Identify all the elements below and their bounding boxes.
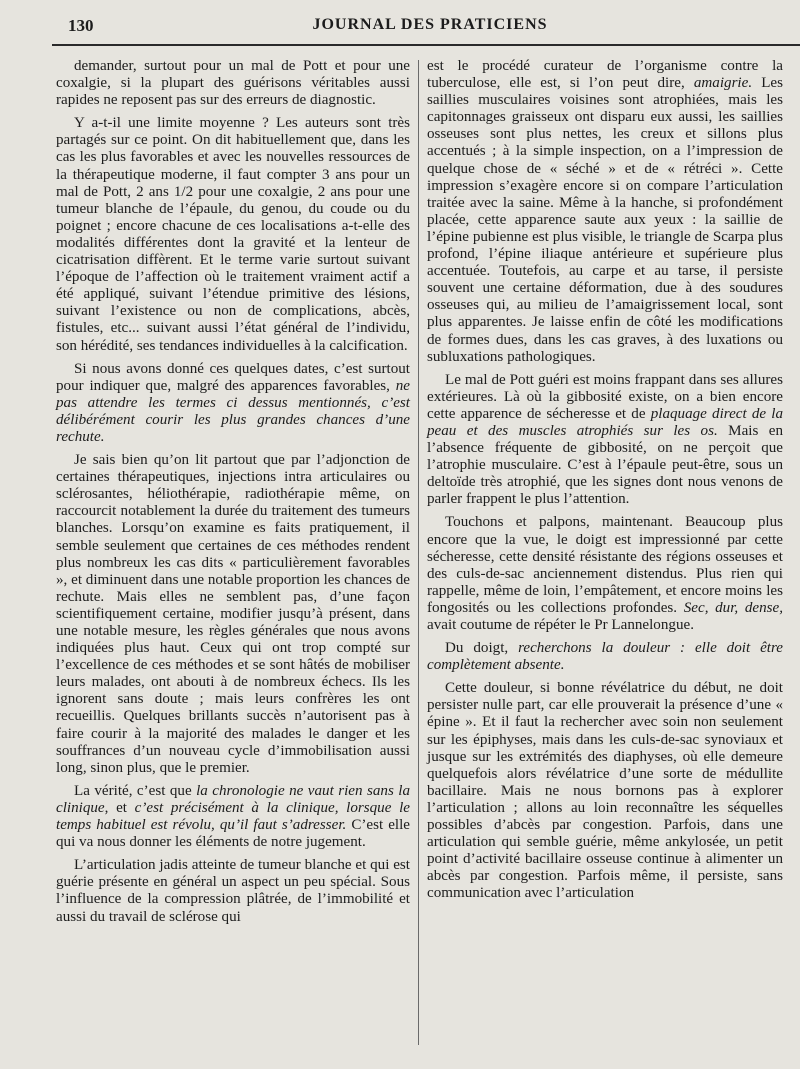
paragraph-text: Si nous avons donné ces quelques dates, c’est surtout pour indiquer que, malgré des apparences favorables, [56,360,410,394]
paragraph-text: Du doigt, [445,640,519,657]
journal-title: JOURNAL DES PRATICIENS [312,16,548,33]
left-column [56,58,410,932]
paragraph-text: Les saillies musculaires voisines sont atrophiées, mais les capitonnages graisseux ont disparu eux aussi, les saillies osseuses sont plus nettes, les creux et sillons plus accentués ; à la simple inspection, on a l’impression de quelque chose de « séché » et de « rétréci ». Cette impression s’exagère encore si on compare l’articulation traitée avec la saine. Même à la hanche, si profondément placée, cette apparence saute aux yeux : la saillie de l’épine pubienne est plus visible, le triangle de Scarpa plus profond, l’épine iliaque antérieure et supérieure plus accentuée. Toutefois, au carpe et au tarse, il persiste souvent une certaine déformation, due à des soudures osseuses qui, au milieu de l’amaigrissement local, sont plus apparentes. Je laisse enfin de côté les modifications de formes dues, dans les cas graves, à des luxations ou subluxations pathologiques. [427,75,783,365]
paragraph-text: Je sais bien qu’on lit partout que par l’adjonction de certaines thérapeutiques, injections intra articulaires ou sclérosantes, héliothérapie, radiothérapie même, on raccourcit notablement la durée du traitement des tumeurs blanches. Lorsqu’on examine es faits pratiquement, il semble seulement que certaines de ces méthodes rendent plus nombreux les cas dits « particulièrement favorables », et diminuent dans une notable proportion les chances de rechute. Mais elles ne semblent pas, d’une façon scientifiquement certaine, modifier jusqu’à présent, dans une notable mesure, les règles générales que nous avons indiquées plus haut. Ceux qui ont trop compté sur l’excellence de ces méthodes et se sont hâtés de mobiliser leurs malades, ont abouti à de nombreux échecs. Ils les ignorent sans doute ; mais leurs confrères les ont recueillis. Quelques brillants succès n’autorisent pas à faire courir à la majorité des malades le danger et les souffrances d’un nouveau cycle d’immobilisation aussi long, sinon plus, que le premier. [56,452,410,776]
paragraph [56,783,410,851]
paragraph-text: La vérité, c’est que [74,782,197,799]
emphasis-text: recherchons la douleur : elle doit être complètement absente. [427,640,783,674]
paragraph [56,115,410,354]
header-rule [52,44,800,46]
paragraph [56,857,410,925]
emphasis-text: c’est précisément à la clinique, lorsque le temps habituel est révolu, qu’il faut s’adresser. [56,799,410,834]
emphasis-text: Sec, dur, dense, [683,599,783,616]
paragraph-text: Touchons et palpons, maintenant. Beaucoup plus encore que la vue, le doigt est impressionné par cette sécheresse, cette densité résistante des régions osseuses et des culs-de-sac anciennement distendus. Plus rien qui rappelle, même de loin, l’empâtement, et encore moins les fongosités ou les collections profondes. [427,514,783,616]
column-divider [418,60,419,1045]
paragraph-text: demander, surtout pour un mal de Pott et pour une coxalgie, si la plupart des guérisons véritables aussi rapides ne reposent pas sur des erreurs de diagnostic. [56,58,410,109]
page-number: 130 [68,16,94,35]
emphasis-text: plaquage direct de la peau et des muscles atrophiés sur les os. [427,405,783,439]
paragraph [56,452,410,777]
emphasis-text: la chronologie ne vaut rien sans la clinique [56,782,411,816]
paragraph [427,680,783,902]
emphasis-text: amaigrie. [693,75,753,92]
paragraph [56,361,410,446]
paragraph-text: C’est elle qui va nous donner les éléments de notre jugement. [56,817,410,851]
paragraph-text: Y a-t-il une limite moyenne ? Les auteurs sont très partagés sur ce point. On dit habituellement que, dans les cas les plus favorables et avec les nouvelles ressources de la thérapeutique moderne, il faut compter 3 ans pour un mal de Pott, 2 ans 1/2 pour une coxalgie, 2 ans pour une tumeur blanche de l’épaule, du genou, du coude ou du poignet ; encore chacune de ces localisations a-t-elle des modalités différentes dont la gravité et la lenteur de cicatrisation diffèrent. Et le terme varie surtout suivant l’époque de l’affection où le traitement vraiment actif a été appliqué, suivant l’étendue primitive des lésions, suivant l’existence ou non de complications, abcès, fistules, etc... suivant aussi l’état général de l’individu, son hérédité, ses tendances individuelles à la calcification. [56,115,410,354]
paragraph [56,58,410,109]
paragraph [427,58,783,366]
paragraph-text: Le mal de Pott guéri est moins frappant dans ses allures extérieures. Là où la gibbosité existe, on a bien encore cette apparence de sécheresse et de [427,371,783,422]
emphasis-text: ne pas attendre les termes ci dessus mentionnés, c’est délibérément courir les plus grandes chances d’une rechute. [56,377,410,445]
page-header [0,14,800,40]
paragraph-text: Mais en l’absence fréquente de gibbosité, on ne perçoit que l’atrophie musculaire. C’est à l’épaule peut-être, sous un deltoïde très atrophié, que les signes dont nous venons de parler frappent le plus l’attention. [427,422,783,508]
right-column [427,58,783,909]
paragraph [427,640,783,674]
paragraph-text: est le procédé curateur de l’organisme contre la tuberculose, elle est, si l’on peut dire, [427,58,783,92]
paragraph-text: L’articulation jadis atteinte de tumeur blanche et qui est guérie présente en général un aspect un peu spécial. Sous l’influence de la compression plâtrée, de l’immobilité et aussi du travail de sclérose qui [56,857,410,925]
paragraph-text: , et [104,799,135,816]
paragraph [427,372,783,509]
paragraph [427,514,783,634]
paragraph-text: avait coutume de répéter le Pr Lannelongue. [427,617,694,633]
paragraph-text: Cette douleur, si bonne révélatrice du début, ne doit persister nulle part, car elle prouverait la présence d’une « épine ». Et il faut la rechercher avec soin non seulement sur les épiphyses, mais dans les culs-de-sac synoviaux et jusque sur les extrémités des diaphyses, où elle demeure quelquefois alors révélatrice d’une sorte de médullite bacillaire. Mais ne nous bornons pas à explorer l’articulation ; allons au loin reconnaître les séquelles possibles d’abcès par congestion. Parfois, dans une articulation qui semble guérie, même ankylosée, un petit point d’activité bacillaire osseuse continue à alimenter un abcès par congestion. Parfois même, il persiste, sans communication avec l’articulation [427,680,783,902]
